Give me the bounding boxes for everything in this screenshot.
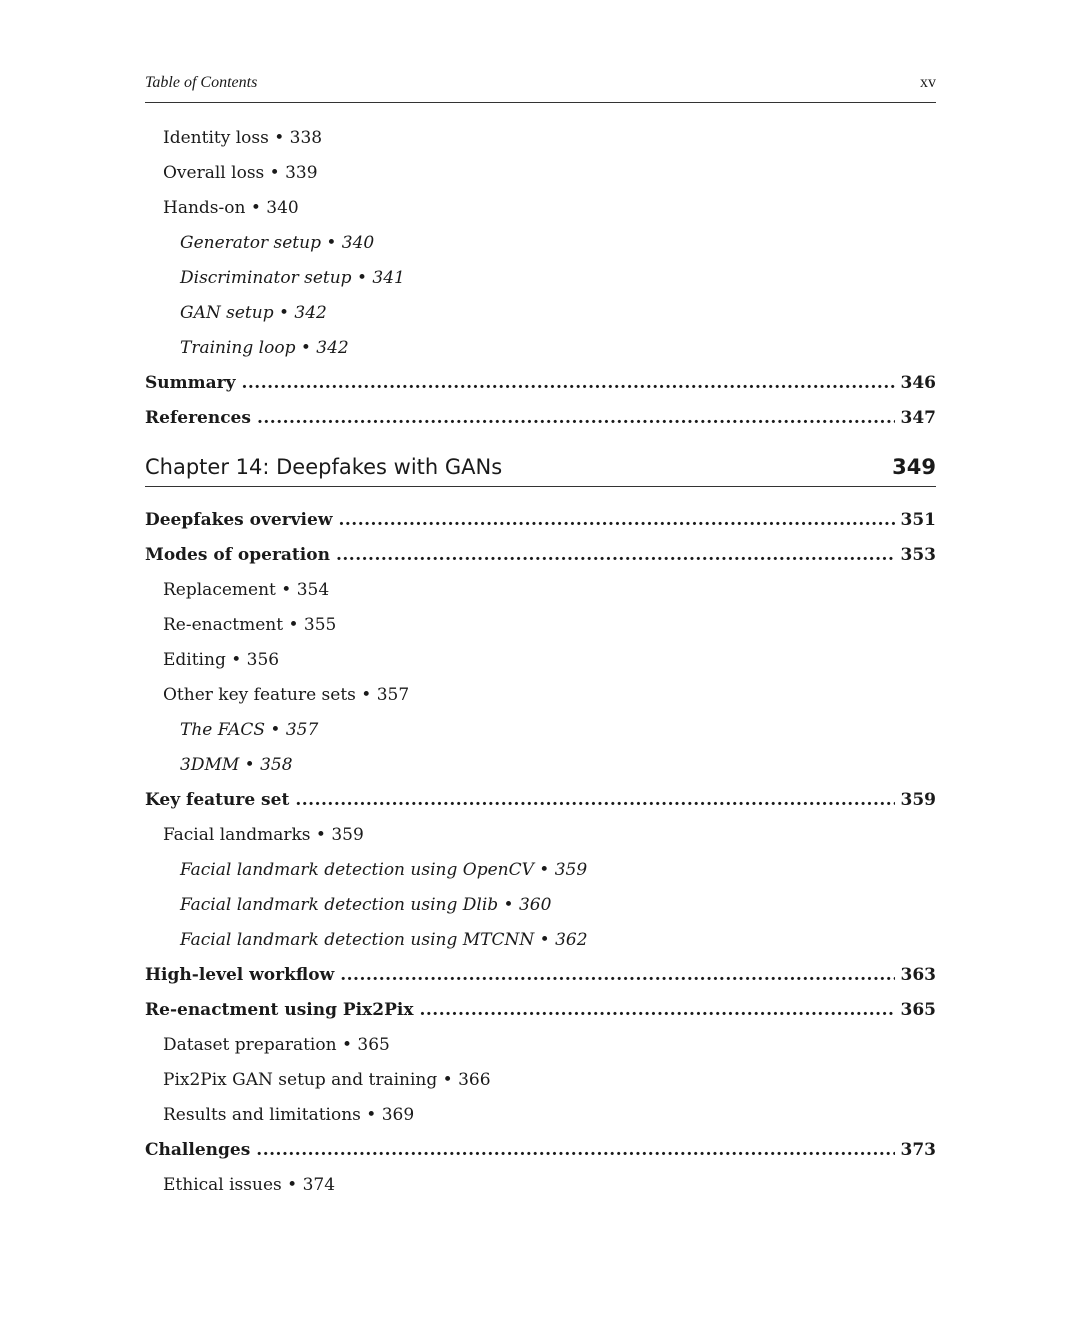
toc-subsection-entry[interactable]: Ethical issues • 374	[163, 1175, 336, 1195]
section-title: Summary	[145, 373, 236, 393]
toc-subsubsection-entry[interactable]: Discriminator setup • 341	[180, 268, 405, 288]
toc-section-entry[interactable]	[145, 1137, 936, 1163]
toc-section-entry[interactable]	[145, 405, 936, 431]
dot-leader	[336, 542, 895, 568]
section-title: References	[145, 408, 251, 428]
toc-section-entry[interactable]	[145, 370, 936, 396]
dot-leader	[338, 507, 894, 533]
toc-subsection-entry[interactable]: Replacement • 354	[163, 580, 330, 600]
toc-section-entry[interactable]	[145, 507, 936, 533]
section-page-number: 346	[900, 373, 936, 393]
toc-subsection-entry[interactable]: Re-enactment • 355	[163, 615, 337, 635]
dot-leader	[295, 787, 894, 813]
section-title: Deepfakes overview	[145, 510, 333, 530]
section-title: Key feature set	[145, 790, 290, 810]
section-page-number: 353	[900, 545, 936, 565]
chapter-page: 349	[892, 455, 936, 479]
toc-subsection-entry[interactable]: Pix2Pix GAN setup and training • 366	[163, 1070, 491, 1090]
toc-subsection-entry[interactable]: Other key feature sets • 357	[163, 685, 410, 705]
section-page-number: 347	[900, 408, 936, 428]
toc-subsection-entry[interactable]: Editing • 356	[163, 650, 280, 670]
toc-subsubsection-entry[interactable]: Training loop • 342	[180, 338, 349, 358]
section-title: Modes of operation	[145, 545, 330, 565]
dot-leader	[419, 997, 894, 1023]
toc-section-entry[interactable]	[145, 542, 936, 568]
running-header	[145, 74, 936, 103]
toc-subsubsection-entry[interactable]: Facial landmark detection using MTCNN • 362	[180, 930, 588, 950]
toc-subsubsection-entry[interactable]: The FACS • 357	[180, 720, 319, 740]
dot-leader	[257, 405, 895, 431]
toc-subsection-entry[interactable]: Hands-on • 340	[163, 198, 299, 218]
toc-subsection-entry[interactable]: Dataset preparation • 365	[163, 1035, 390, 1055]
toc-subsubsection-entry[interactable]: Facial landmark detection using Dlib • 360	[180, 895, 552, 915]
section-page-number: 363	[900, 965, 936, 985]
toc-subsection-entry[interactable]: Results and limitations • 369	[163, 1105, 415, 1125]
section-title: Re-enactment using Pix2Pix	[145, 1000, 414, 1020]
toc-subsubsection-entry[interactable]: Generator setup • 340	[180, 233, 375, 253]
toc-subsubsection-entry[interactable]: Facial landmark detection using OpenCV • 359	[180, 860, 588, 880]
toc-subsubsection-entry[interactable]: GAN setup • 342	[180, 303, 327, 323]
section-title: Challenges	[145, 1140, 251, 1160]
toc-section-entry[interactable]	[145, 962, 936, 988]
section-page-number: 359	[900, 790, 936, 810]
dot-leader	[256, 1137, 894, 1163]
chapter-heading[interactable]	[145, 455, 936, 487]
chapter-title: Chapter 14: Deepfakes with GANs	[145, 455, 503, 479]
page-number: xv	[920, 74, 936, 91]
dot-leader	[241, 370, 894, 396]
section-page-number: 373	[900, 1140, 936, 1160]
section-page-number: 351	[900, 510, 936, 530]
toc-subsubsection-entry[interactable]: 3DMM • 358	[180, 755, 293, 775]
toc-section-entry[interactable]	[145, 997, 936, 1023]
toc-subsection-entry[interactable]: Facial landmarks • 359	[163, 825, 364, 845]
toc-subsection-entry[interactable]: Identity loss • 338	[163, 128, 323, 148]
dot-leader	[340, 962, 894, 988]
section-title: High-level workflow	[145, 965, 335, 985]
running-title: Table of Contents	[145, 74, 258, 91]
toc-subsection-entry[interactable]: Overall loss • 339	[163, 163, 318, 183]
section-page-number: 365	[900, 1000, 936, 1020]
toc-section-entry[interactable]	[145, 787, 936, 813]
